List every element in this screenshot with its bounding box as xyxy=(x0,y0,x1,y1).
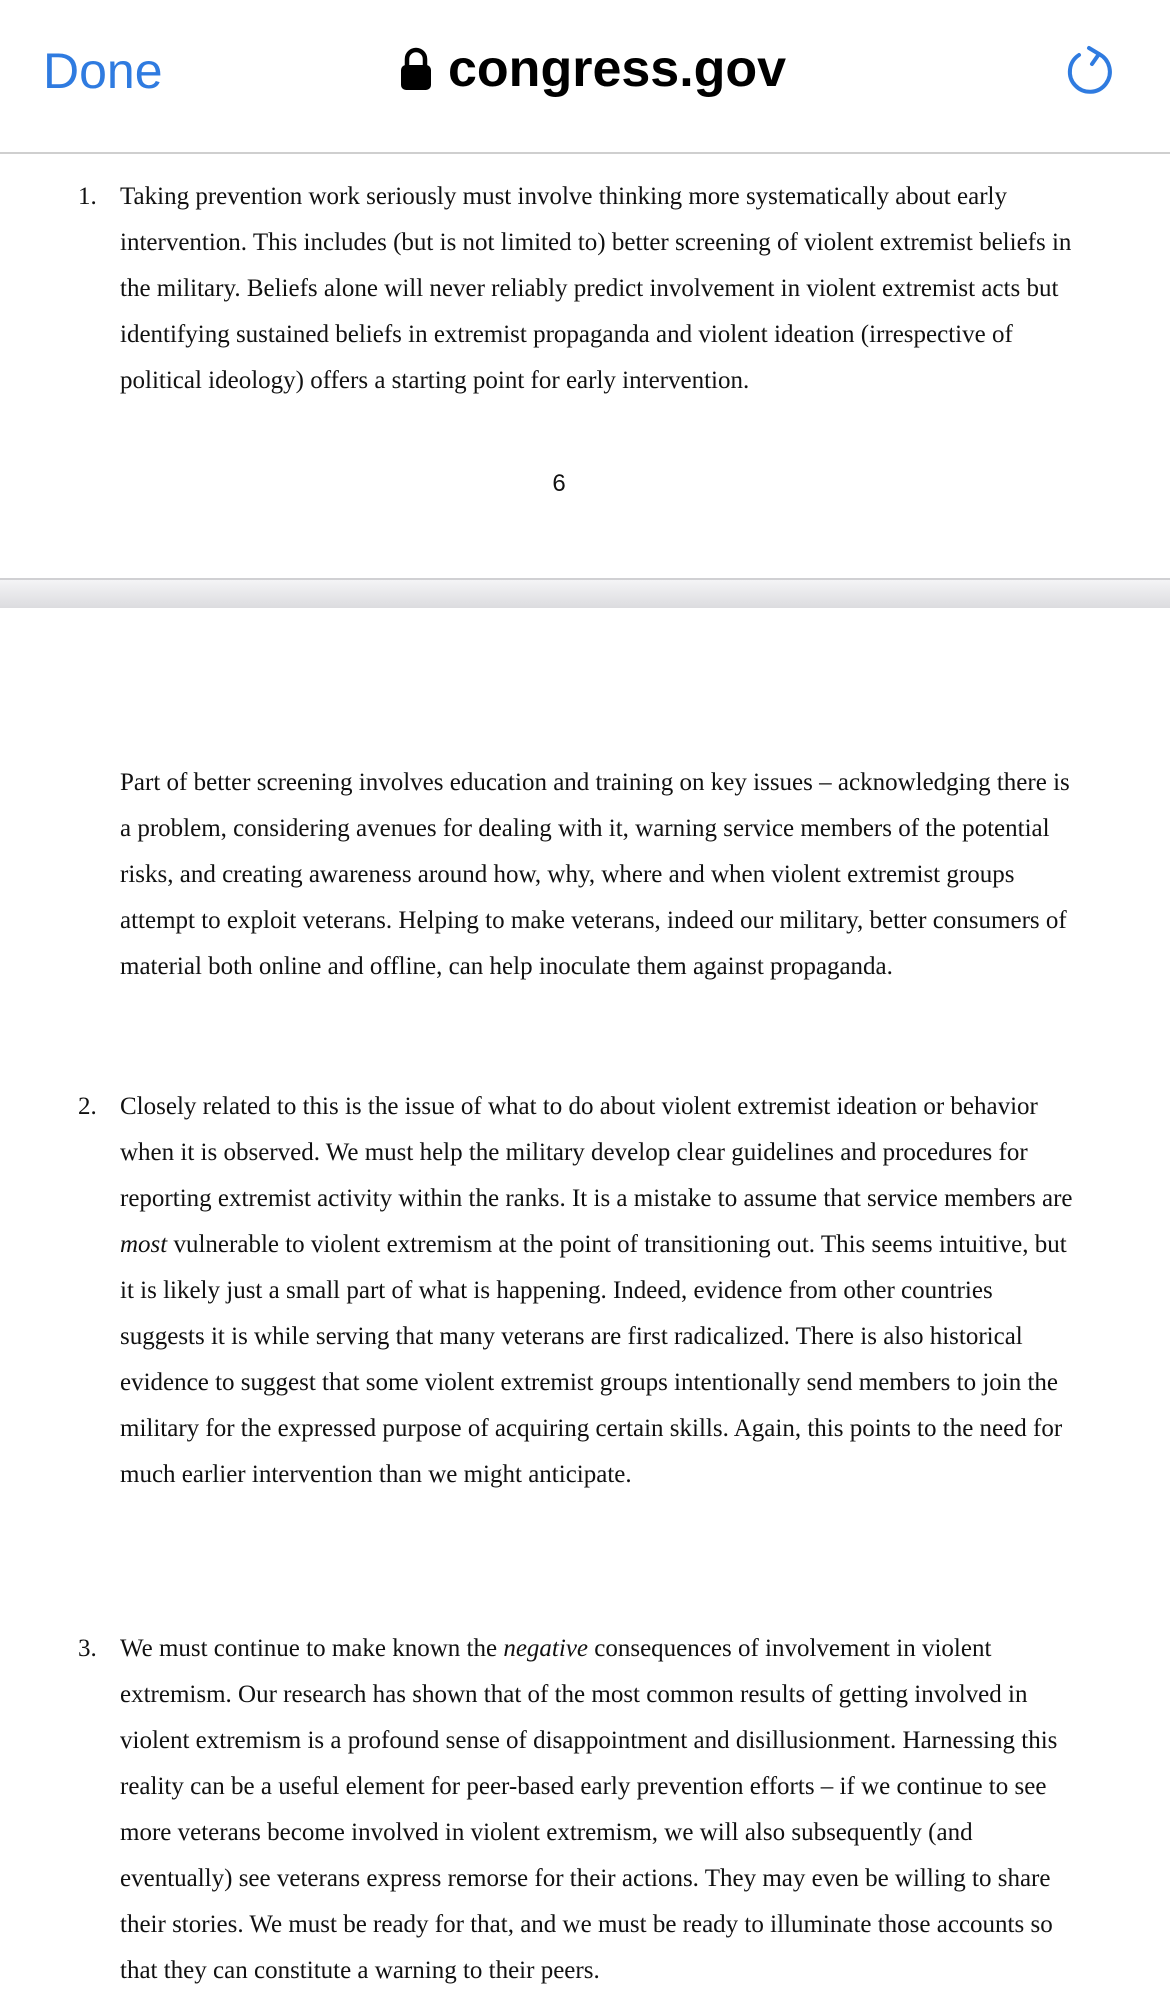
emphasis-text: negative xyxy=(503,1635,589,1662)
list-number: 1. xyxy=(78,183,97,210)
pdf-page-7 xyxy=(0,608,1170,1999)
continuation-paragraph: Part of better screening involves education and training on key issues – acknowledging there is a problem, considering avenues for dealing with it, warning service members of the potential risks, and creating awareness around how, why, where and when violent extremist groups attempt to exploit veterans. Helping to make veterans, indeed our military, better consumers of material both online and offline, can help inoculate them against propaganda. xyxy=(120,769,1070,980)
list-number: 3. xyxy=(78,1635,97,1662)
list-item-text: Closely related to this is the issue of what to do about violent extremist ideation or behavior when it is observed. We must help the military develop clear guidelines and procedures for reporting extremist activity within the ranks. It is a mistake to assume that service members are most vulnerable to violent extremism at the point of transitioning out. This seems intuitive, but it is likely just a small part of what is happening. Indeed, evidence from other countries suggests it is while serving that many veterans are first radicalized. There is also historical evidence to suggest that some violent extremist groups intentionally send members to join the military for the expressed purpose of acquiring certain skills. Again, this points to the need for much earlier intervention than we might anticipate. xyxy=(120,1093,1073,1488)
list-item-text: Taking prevention work seriously must involve thinking more systematically about early intervention. This includes (but is not limited to) better screening of violent extremist beliefs in the military. Beliefs alone will never reliably predict involvement in violent extremist acts but identifying sustained beliefs in extremist propaganda and violent ideation (irrespective of political ideology) offers a starting point for early intervention. xyxy=(120,183,1072,394)
address-bar[interactable] xyxy=(400,38,786,100)
done-button[interactable]: Done xyxy=(43,43,163,99)
page-number: 6 xyxy=(552,470,566,497)
page-separator xyxy=(0,578,1170,610)
reload-icon[interactable] xyxy=(1063,44,1117,98)
list-item-text: We must continue to make known the negative consequences of involvement in violent extremism. Our research has shown that of the most common results of getting involved in violent extremism is a profound sense of disappointment and disillusionment. Harnessing this reality can be a useful element for peer-based early prevention efforts – if we continue to see more veterans become involved in violent extremism, we will also subsequently (and eventually) see veterans express remorse for their actions. They may even be willing to share their stories. We must be ready for that, and we must be ready to illuminate those accounts so that they can constitute a warning to their peers. xyxy=(120,1635,1058,1984)
browser-toolbar xyxy=(0,0,1170,154)
address-text: congress.gov xyxy=(448,40,787,98)
emphasis-text: most xyxy=(120,1231,168,1258)
list-number: 2. xyxy=(78,1093,97,1120)
lock-icon xyxy=(400,47,432,91)
pdf-page-6 xyxy=(0,154,1170,578)
